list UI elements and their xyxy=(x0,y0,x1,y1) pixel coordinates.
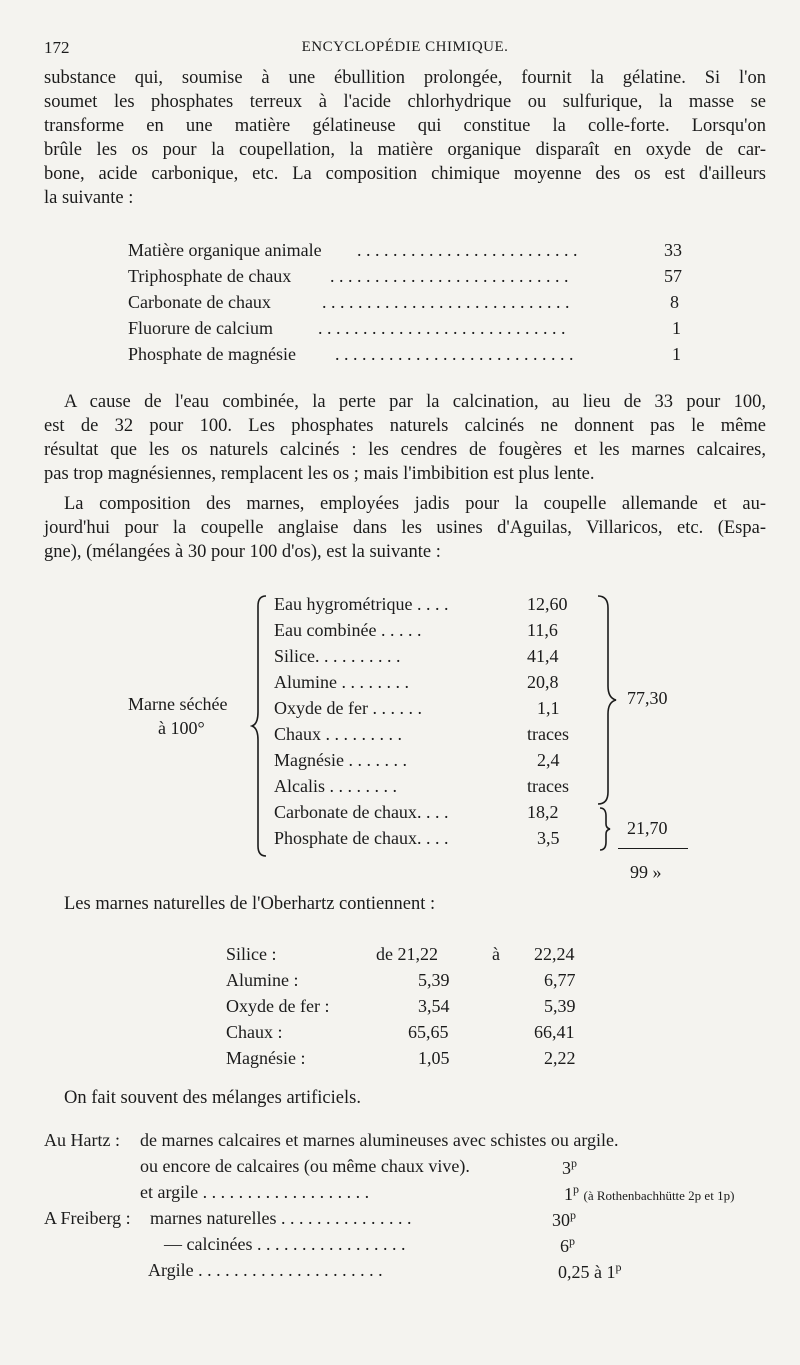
row-label: Matière organique animale xyxy=(128,240,322,260)
leader-dots: . . . . . . . . . . . . . . . . . . . . . . . . . . . . xyxy=(322,292,570,312)
text-line: transforme en une matière gélatineuse qui constitue la colle-forte. Lorsqu'on xyxy=(44,116,766,136)
text-line: pas trop magnésiennes, remplacent les os ; mais l'imbibition est plus lente. xyxy=(44,464,595,484)
row-to: 5,39 xyxy=(544,996,576,1016)
row-value: 1 xyxy=(672,344,681,364)
table-row: Oxyde de fer . . . . . . xyxy=(274,698,422,718)
mixture-line: Argile . . . . . . . . . . . . . . . . . . . . . xyxy=(148,1260,383,1280)
row-label: Oxyde de fer : xyxy=(226,996,330,1016)
row-to: 2,22 xyxy=(544,1048,576,1068)
row-value: 20,8 xyxy=(527,672,559,692)
row-value: 18,2 xyxy=(527,802,559,822)
row-sep: à xyxy=(492,944,500,964)
left-brace xyxy=(250,594,270,858)
row-value: 57 xyxy=(664,266,682,286)
text-line: gne), (mélangées à 30 pour 100 d'os), est la suivante : xyxy=(44,542,441,562)
group-label: à 100° xyxy=(158,718,205,738)
row-label: Fluorure de calcium xyxy=(128,318,273,338)
leader-dots: . . . . . . . . . . . . . . . . . . . . . . . . . xyxy=(357,240,578,260)
mixture-value: 3$^p$ xyxy=(562,1156,577,1178)
location-label: Au Hartz : xyxy=(44,1130,120,1150)
row-value: traces xyxy=(527,724,569,744)
table-row xyxy=(128,240,322,261)
row-label: Silice : xyxy=(226,944,277,964)
table-row: Eau hygrométrique . . . . xyxy=(274,594,449,614)
row-from: 3,54 xyxy=(418,996,450,1016)
mixture-line: et argile . . . . . . . . . . . . . . . . . . . xyxy=(140,1182,370,1202)
row-label: Triphosphate de chaux xyxy=(128,266,292,286)
mixture-value: 1$^p$ (à Rothenbachhütte 2p et 1p) xyxy=(564,1182,735,1204)
text-line: substance qui, soumise à une ébullition prolongée, fournit la gélatine. Si l'on xyxy=(44,68,766,88)
table-row: Chaux . . . . . . . . . xyxy=(274,724,402,744)
table-row: Eau combinée . . . . . xyxy=(274,620,422,640)
row-value: traces xyxy=(527,776,569,796)
text-line: résultat que les os naturels calcinés : les cendres de fougères et les marnes calcaires, xyxy=(44,440,766,460)
marl-paragraph xyxy=(44,492,766,564)
table-row: Phosphate de chaux. . . . xyxy=(274,828,449,848)
oberhartz-intro: Les marnes naturelles de l'Oberhartz contiennent : xyxy=(64,894,436,914)
row-value: 2,4 xyxy=(537,750,560,770)
row-value: 11,6 xyxy=(527,620,558,640)
leader-dots: . . . . . . . . . . . . . . . . . . . . . . . . . . . . xyxy=(318,318,566,338)
row-from: 1,05 xyxy=(418,1048,450,1068)
text-line: soumet les phosphates terreux à l'acide chlorhydrique ou sulfurique, la masse se xyxy=(44,92,766,112)
table-row: Magnésie . . . . . . . xyxy=(274,750,407,770)
running-head: ENCYCLOPÉDIE CHIMIQUE. xyxy=(301,39,509,55)
page-header xyxy=(44,38,766,62)
total-value: 99 » xyxy=(630,862,662,882)
intro-paragraph xyxy=(44,66,766,210)
location-label: A Freiberg : xyxy=(44,1208,131,1228)
right-brace-2 xyxy=(598,806,612,852)
row-value: 41,4 xyxy=(527,646,559,666)
table-row: Silice. . . . . . . . . . xyxy=(274,646,401,666)
subtotal-value: 21,70 xyxy=(627,818,668,838)
mixture-line: — calcinées . . . . . . . . . . . . . . . . . xyxy=(164,1234,406,1254)
group-label: Marne séchée xyxy=(128,694,228,714)
row-to: 22,24 xyxy=(534,944,575,964)
row-value: 3,5 xyxy=(537,828,560,848)
leader-dots: . . . . . . . . . . . . . . . . . . . . . . . . . . . xyxy=(330,266,569,286)
row-value: 12,60 xyxy=(527,594,568,614)
mixture-value: 6$^p$ xyxy=(560,1234,575,1256)
text-line: la suivante : xyxy=(44,188,134,208)
text-line: La composition des marnes, employées jadis pour la coupelle allemande et au- xyxy=(64,494,766,514)
mixture-line: ou encore de calcaires (ou même chaux vive). xyxy=(140,1156,470,1176)
row-to: 6,77 xyxy=(544,970,576,990)
row-value: 1 xyxy=(672,318,681,338)
row-from: de 21,22 xyxy=(376,944,438,964)
row-label: Alumine : xyxy=(226,970,299,990)
table-row: Alumine . . . . . . . . xyxy=(274,672,409,692)
mixture-line: de marnes calcaires et marnes alumineuses avec schistes ou argile. xyxy=(140,1130,619,1150)
row-from: 5,39 xyxy=(418,970,450,990)
text-line: jourd'hui pour la coupelle anglaise dans les usines d'Aguilas, Villaricos, etc. (Espa- xyxy=(44,518,766,538)
table-row: Alcalis . . . . . . . . xyxy=(274,776,397,796)
table-row xyxy=(128,318,273,339)
row-value: 1,1 xyxy=(537,698,560,718)
row-label: Carbonate de chaux xyxy=(128,292,271,312)
mixture-value: 0,25 à 1$^p$ xyxy=(558,1260,622,1282)
row-value: 33 xyxy=(664,240,682,260)
text-line: est de 32 pour 100. Les phosphates naturels calcinés ne donnent pas le même xyxy=(44,416,766,436)
subtotal-value: 77,30 xyxy=(627,688,668,708)
artificial-intro: On fait souvent des mélanges artificiels. xyxy=(64,1088,361,1108)
row-value: 8 xyxy=(670,292,679,312)
leader-dots: . . . . . . . . . . . . . . . . . . . . . . . . . . . xyxy=(335,344,574,364)
page-number: 172 xyxy=(44,38,70,57)
text-line: A cause de l'eau combinée, la perte par la calcination, au lieu de 33 pour 100, xyxy=(64,392,766,412)
table-row xyxy=(128,344,296,365)
row-from: 65,65 xyxy=(408,1022,449,1042)
table-row xyxy=(128,266,291,287)
mixture-line: marnes naturelles . . . . . . . . . . . . . . . xyxy=(150,1208,412,1228)
calcination-paragraph xyxy=(44,390,766,486)
table-row xyxy=(128,292,271,313)
table-row: Carbonate de chaux. . . . xyxy=(274,802,449,822)
row-label: Chaux : xyxy=(226,1022,283,1042)
mixture-value: 30$^p$ xyxy=(552,1208,576,1230)
row-label: Phosphate de magnésie xyxy=(128,344,296,364)
row-label: Magnésie : xyxy=(226,1048,306,1068)
text-line: bone, acide carbonique, etc. La composition chimique moyenne des os est d'ailleurs xyxy=(44,164,766,184)
text-line: brûle les os pour la coupellation, la matière organique disparaît en oxyde de car- xyxy=(44,140,766,160)
right-brace-1 xyxy=(596,594,618,806)
row-to: 66,41 xyxy=(534,1022,575,1042)
sum-rule xyxy=(618,848,688,849)
